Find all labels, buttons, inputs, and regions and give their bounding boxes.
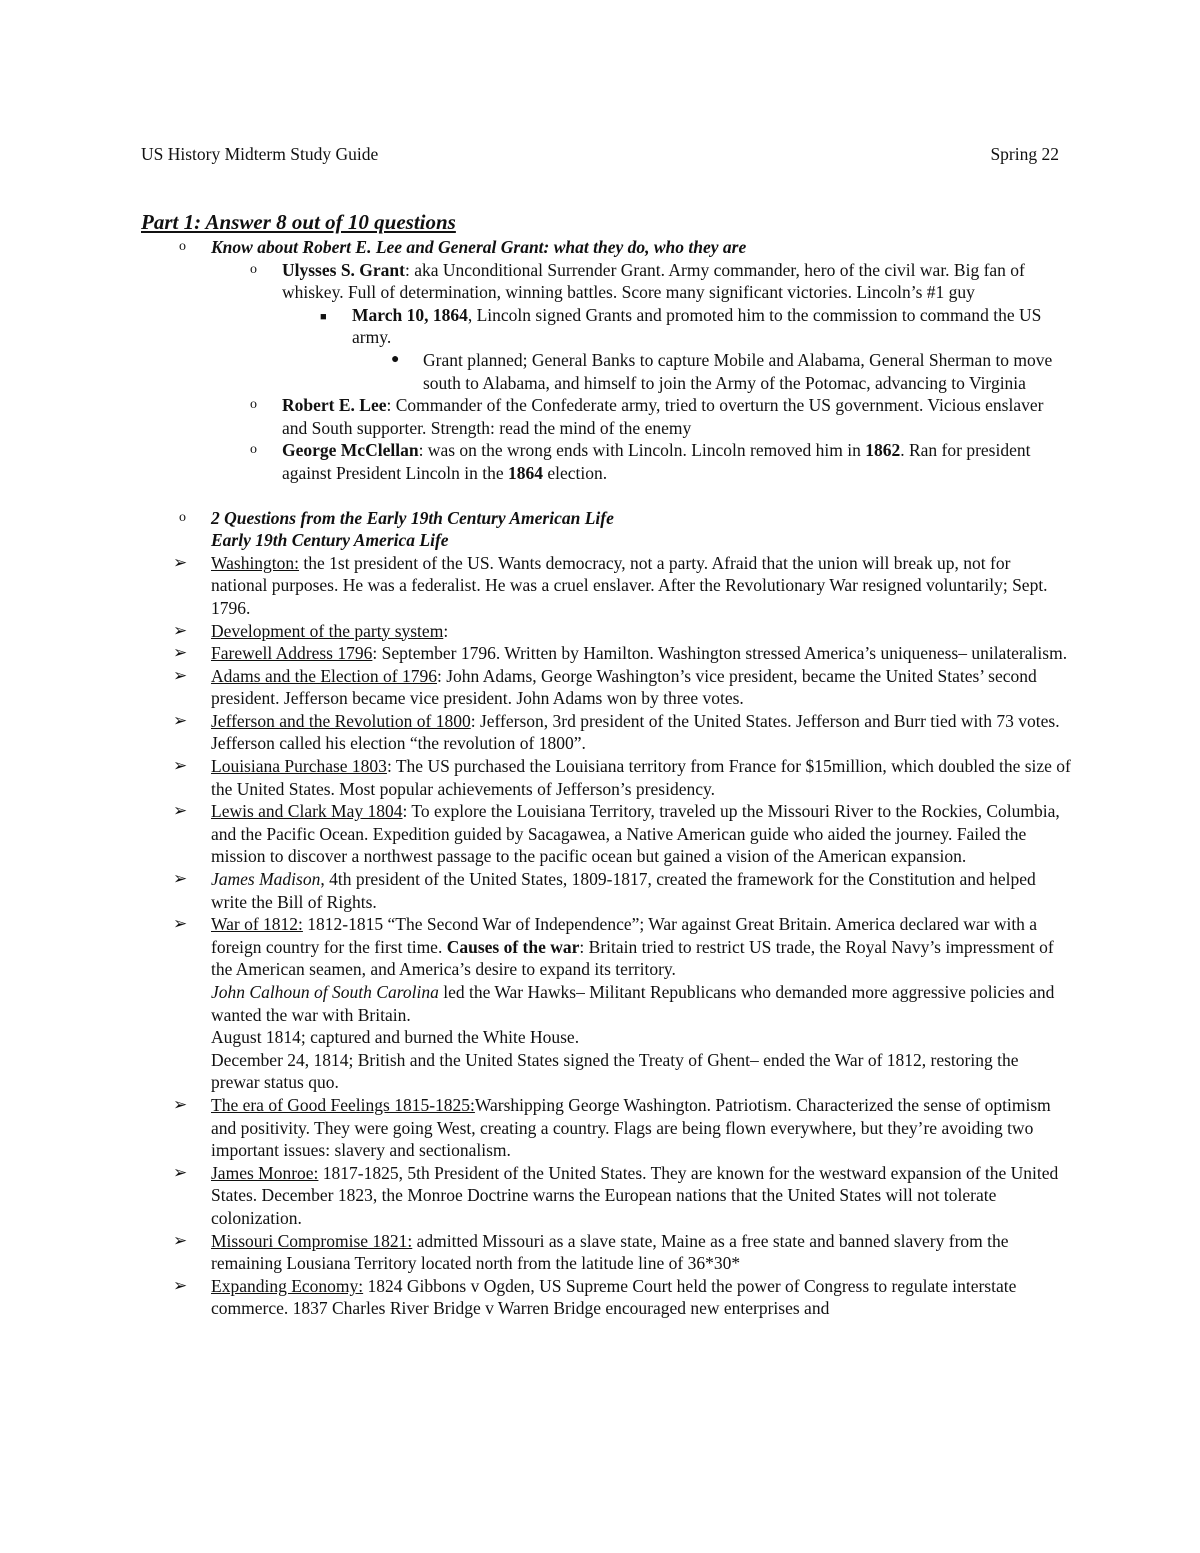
item-expanding-economy — [173, 1275, 1071, 1320]
circle-bullet-icon: o — [250, 397, 257, 413]
grant-text: : aka Unconditional Surrender Grant. Army commander, hero of the civil war. Big fan of whiskey. Full of determination, winning battles. Score many significant victories. Lincoln’s #1 guy — [282, 259, 1025, 303]
item-label: Louisiana Purchase 1803 — [211, 756, 387, 777]
grant-date-text: , Lincoln signed Grants and promoted him to the commission to command the US army. — [352, 304, 1042, 348]
item-louisiana-purchase — [173, 755, 1071, 800]
item-grant-plan — [391, 349, 1071, 394]
question-subtitle: Early 19th Century America Life — [211, 530, 449, 551]
item-label: Adams and the Election of 1796 — [211, 665, 437, 686]
item-lee — [250, 394, 1071, 439]
item-label: James Monroe: — [211, 1162, 319, 1183]
item-text: : Jefferson, 3rd president of the United States. Jefferson and Burr tied with 73 votes. Jefferson called his election “the revolution of 1800”. — [211, 710, 1060, 754]
item-text: the 1st president of the US. Wants democracy, not a party. Afraid that the union will break up, not for national purposes. He was a federalist. He was a cruel enslaver. After the Revolutionary War resigned voluntarily; Sept. 1796. — [211, 552, 1048, 618]
circle-bullet-icon: o — [250, 442, 257, 458]
mcclellan-text-b: . Ran for president against President Lincoln in the — [282, 440, 1031, 483]
mcclellan-year-a: 1862 — [865, 440, 901, 461]
arrow-bullet-icon: ➢ — [173, 1275, 188, 1295]
arrow-bullet-icon: ➢ — [173, 914, 188, 934]
item-text: 1817-1825, 5th President of the United States. They are known for the westward expansion of the United States. December 1823, the Monroe Doctrine warns the European nations that the United States will not tolerate colonization. — [211, 1162, 1059, 1228]
item-jefferson-revolution — [173, 710, 1071, 755]
item-label: Lewis and Clark May 1804 — [211, 801, 403, 822]
mcclellan-year-b: 1864 — [508, 462, 543, 483]
item-party-system — [173, 620, 1071, 643]
item-washington — [173, 552, 1071, 620]
calhoun-name: John Calhoun of South Carolina — [211, 982, 439, 1002]
december-1814-text: December 24, 1814; British and the United States signed the Treaty of Ghent– ended the War of 1812, restoring the prewar status quo. — [211, 1049, 1019, 1093]
item-james-madison — [173, 868, 1071, 913]
item-lewis-clark — [173, 800, 1071, 868]
question-text: Know about Robert E. Lee and General Grant: what they do, who they are — [211, 237, 747, 257]
item-text: : September 1796. Written by Hamilton. Washington stressed America’s uniqueness– unilateralism. — [372, 643, 1068, 664]
item-label: The era of Good Feelings 1815-1825: — [211, 1094, 475, 1115]
item-text: : The US purchased the Louisiana territory from France for $15million, which doubled the size of the United States. Most popular achievements of Jefferson’s presidency. — [211, 756, 1071, 799]
header-term: Spring 22 — [990, 144, 1059, 164]
item-label: War of 1812: — [211, 914, 303, 935]
item-label: Farewell Address 1796 — [211, 643, 373, 664]
lee-text: : Commander of the Confederate army, tried to overturn the US government. Vicious enslaver and South supporter. Strength: read the mind of the enemy — [282, 395, 1044, 438]
arrow-bullet-icon: ➢ — [173, 552, 188, 572]
item-grant-commission — [320, 304, 1071, 349]
grant-plan-text: Grant planned; General Banks to capture Mobile and Alabama, General Sherman to move south to Alabama, and himself to join the Army of the Potomac, advancing to Virginia — [423, 349, 1053, 393]
calhoun-text: led the War Hawks– Militant Republicans who demanded more aggressive policies and wanted the war with Britain. — [211, 982, 1055, 1025]
item-text: admitted Missouri as a slave state, Maine as a free state and banned slavery from the remaining Lousiana Territory located north from the latitude line of 36*30* — [211, 1230, 1009, 1274]
mcclellan-name: George McClellan — [282, 440, 419, 461]
item-text: : — [443, 620, 449, 641]
circle-bullet-icon: o — [250, 261, 257, 277]
item-label: James Madison — [211, 869, 321, 890]
arrow-bullet-icon: ➢ — [173, 869, 188, 889]
arrow-bullet-icon: ➢ — [173, 1094, 188, 1114]
circle-bullet-icon: o — [179, 239, 186, 254]
arrow-bullet-icon: ➢ — [173, 1230, 188, 1250]
item-adams-election — [173, 665, 1071, 710]
mcclellan-text-c: election. — [543, 462, 608, 483]
lee-name: Robert E. Lee — [282, 395, 387, 416]
item-text: : To explore the Louisiana Territory, traveled up the Missouri River to the Rockies, Columbia, and the Pacific Ocean. Expedition guided by Sacagawea, a Native American guide who aided the journey. Failed the mission to discover a northwest passage to the pacific ocean but gained a vision of the American expansion. — [211, 801, 1060, 867]
dot-bullet-icon: ● — [391, 351, 400, 367]
item-text: 1824 Gibbons v Ogden, US Supreme Court held the power of Congress to regulate interstate commerce. 1837 Charles River Bridge v Warren Bridge encouraged new enterprises and — [211, 1275, 1017, 1319]
item-war-of-1812 — [173, 913, 1071, 1094]
item-label: Washington: — [211, 552, 300, 573]
item-label: Jefferson and the Revolution of 1800 — [211, 710, 471, 731]
header-title: US History Midterm Study Guide — [141, 144, 379, 164]
item-label: Expanding Economy: — [211, 1275, 364, 1296]
item-text: , 4th president of the United States, 1809-1817, created the framework for the Constitution and helped write the Bill of Rights. — [211, 869, 1036, 912]
study-guide-content — [141, 208, 1071, 1320]
item-grant — [250, 259, 1071, 304]
causes-label: Causes of the war — [446, 936, 580, 957]
item-label: Missouri Compromise 1821: — [211, 1230, 413, 1251]
arrow-bullet-icon: ➢ — [173, 801, 188, 821]
august-1814-text: August 1814; captured and burned the White House. — [211, 1027, 580, 1048]
item-text: Warshipping George Washington. Patriotism. Characterized the sense of optimism and positivity. They were going West, creating a country. Flags are being flown everywhere, but they’re avoiding two important issues: slavery and sectionalism. — [211, 1094, 1051, 1161]
item-missouri-compromise — [173, 1230, 1071, 1275]
question-early-19th-century — [179, 507, 1071, 552]
question-robert-lee-grant — [179, 236, 1071, 259]
arrow-bullet-icon: ➢ — [173, 1162, 188, 1182]
arrow-bullet-icon: ➢ — [173, 665, 188, 685]
item-james-monroe — [173, 1162, 1071, 1230]
item-era-of-good-feelings — [173, 1094, 1071, 1162]
item-label: Development of the party system — [211, 620, 444, 641]
square-bullet-icon: ■ — [320, 310, 327, 323]
arrow-bullet-icon: ➢ — [173, 710, 188, 730]
grant-name: Ulysses S. Grant — [282, 259, 405, 280]
arrow-bullet-icon: ➢ — [173, 643, 188, 663]
item-mcclellan — [250, 439, 1071, 484]
grant-date: March 10, 1864 — [352, 304, 468, 325]
arrow-bullet-icon: ➢ — [173, 620, 188, 640]
item-text-a: 1812-1815 “The Second War of Independence”; War against Great Britain. America declared war with a foreign country for the first time. — [211, 914, 1038, 957]
question-text: 2 Questions from the Early 19th Century American Life — [211, 507, 614, 528]
arrow-bullet-icon: ➢ — [173, 756, 188, 776]
circle-bullet-icon: o — [179, 509, 186, 525]
item-text-b: : Britain tried to restrict US trade, the Royal Navy’s impressment of the American seamen, and America’s desire to expand its territory. — [211, 936, 1054, 980]
mcclellan-text-a: : was on the wrong ends with Lincoln. Lincoln removed him in — [418, 440, 866, 461]
item-farewell-address — [173, 642, 1071, 665]
part-1-title: Part 1: Answer 8 out of 10 questions — [141, 210, 456, 234]
item-text: : John Adams, George Washington’s vice president, became the United States’ second president. Jefferson became vice president. John Adams won by three votes. — [211, 665, 1037, 709]
